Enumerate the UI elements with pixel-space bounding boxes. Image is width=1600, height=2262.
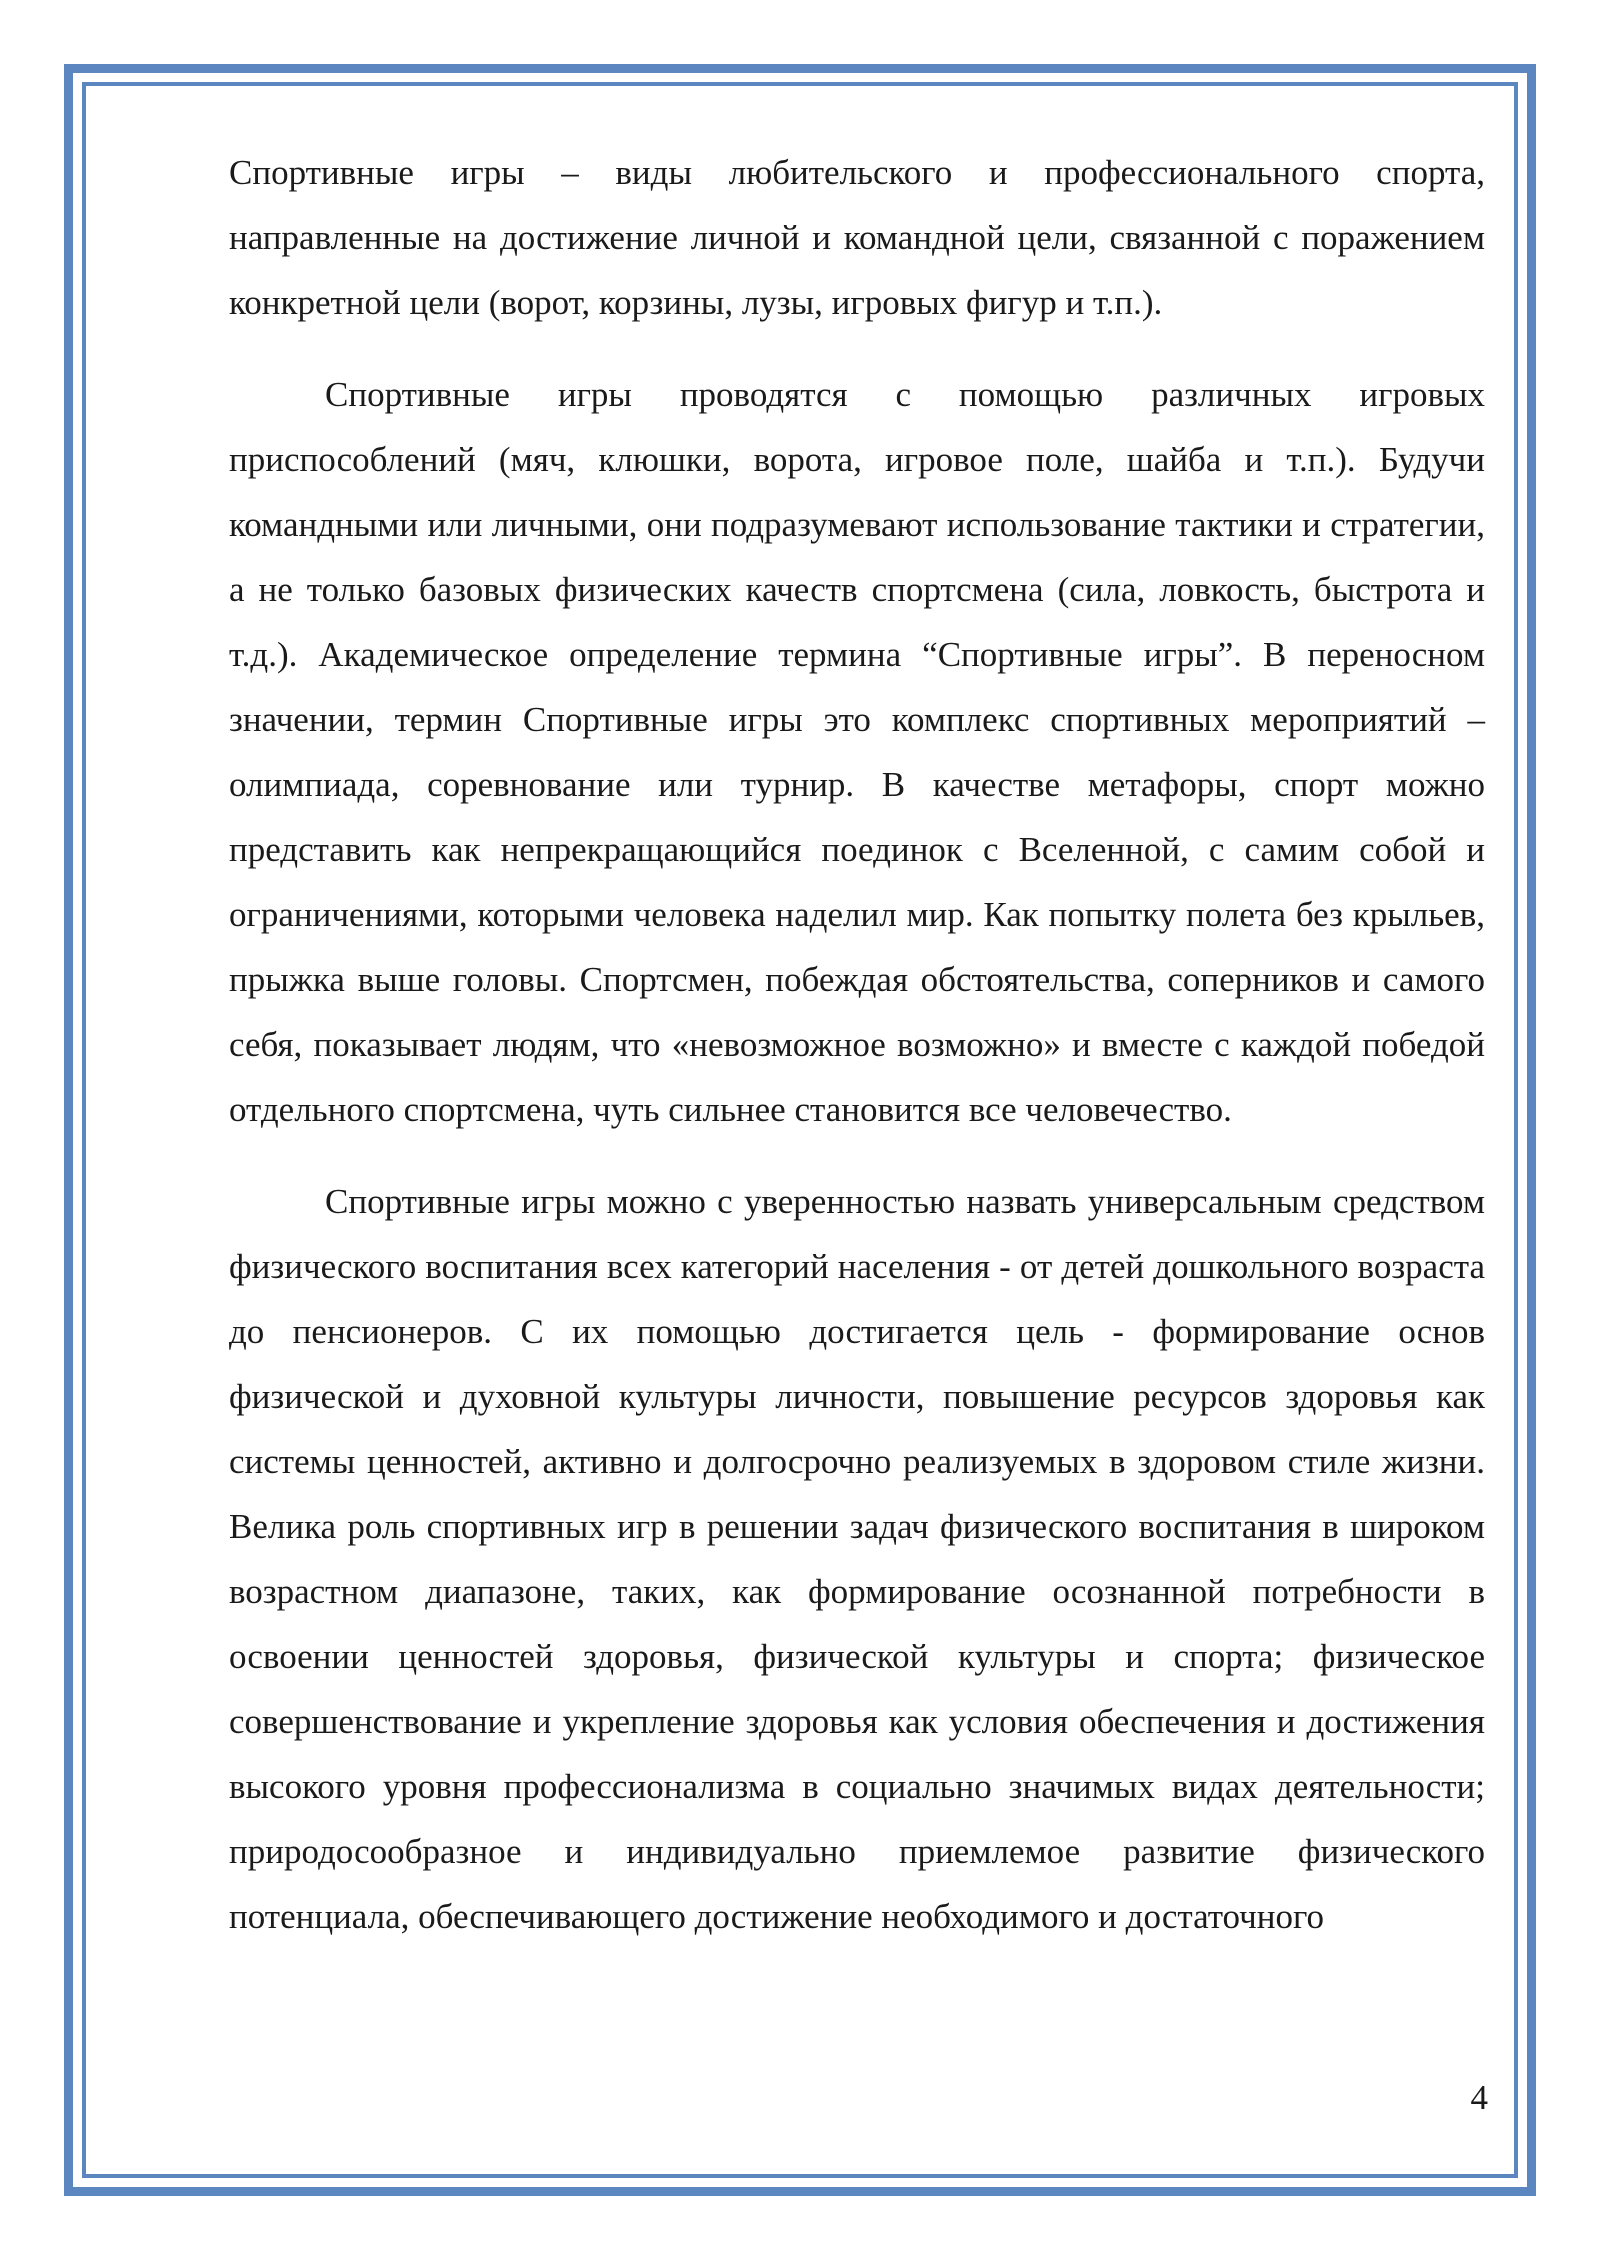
page-number: 4 [1470, 2078, 1488, 2117]
paragraph-1: Спортивные игры – виды любительского и профессионального спорта, направленные на достижение личной и командной цели, связанной с поражением конкретной цели (ворот, корзины, лузы, игровых фигур и т.п.). [229, 153, 1485, 322]
paragraph-3: Спортивные игры можно с уверенностью назвать универсальным средством физического воспитания всех категорий населения - от детей дошкольного возраста до пенсионеров. С их помощью достигается цель - формирование основ физической и духовной культуры личности, повышение ресурсов здоровья как системы ценностей, активно и долгосрочно реализуемых в здоровом стиле жизни. Велика роль спортивных игр в решении задач физического воспитания в широком возрастном диапазоне, таких, как формирование осознанной потребности в освоении ценностей здоровья, физической культуры и спорта; физическое совершенствование и укрепление здоровья как условия обеспечения и достижения высокого уровня профессионализма в социально значимых видах деятельности; природосообразное и индивидуально приемлемое развитие физического потенциала, обеспечивающего достижение необходимого и достаточного [229, 1182, 1485, 1936]
document-body [229, 140, 1485, 1976]
paragraph-2: Спортивные игры проводятся с помощью различных игровых приспособлений (мяч, клюшки, ворота, игровое поле, шайба и т.п.). Будучи командными или личными, они подразумевают использование тактики и стратегии, а не только базовых физических качеств спортсмена (сила, ловкость, быстрота и т.д.). Академическое определение термина “Спортивные игры”. В переносном значении, термин Спортивные игры это комплекс спортивных мероприятий – олимпиада, соревнование или турнир. В качестве метафоры, спорт можно представить как непрекращающийся поединок с Вселенной, с самим собой и ограничениями, которыми человека наделил мир. Как попытку полета без крыльев, прыжка выше головы. Спортсмен, побеждая обстоятельства, соперников и самого себя, показывает людям, что «невозможное возможно» и вместе с каждой победой отдельного спортсмена, чуть сильнее становится все человечество. [229, 375, 1485, 1129]
